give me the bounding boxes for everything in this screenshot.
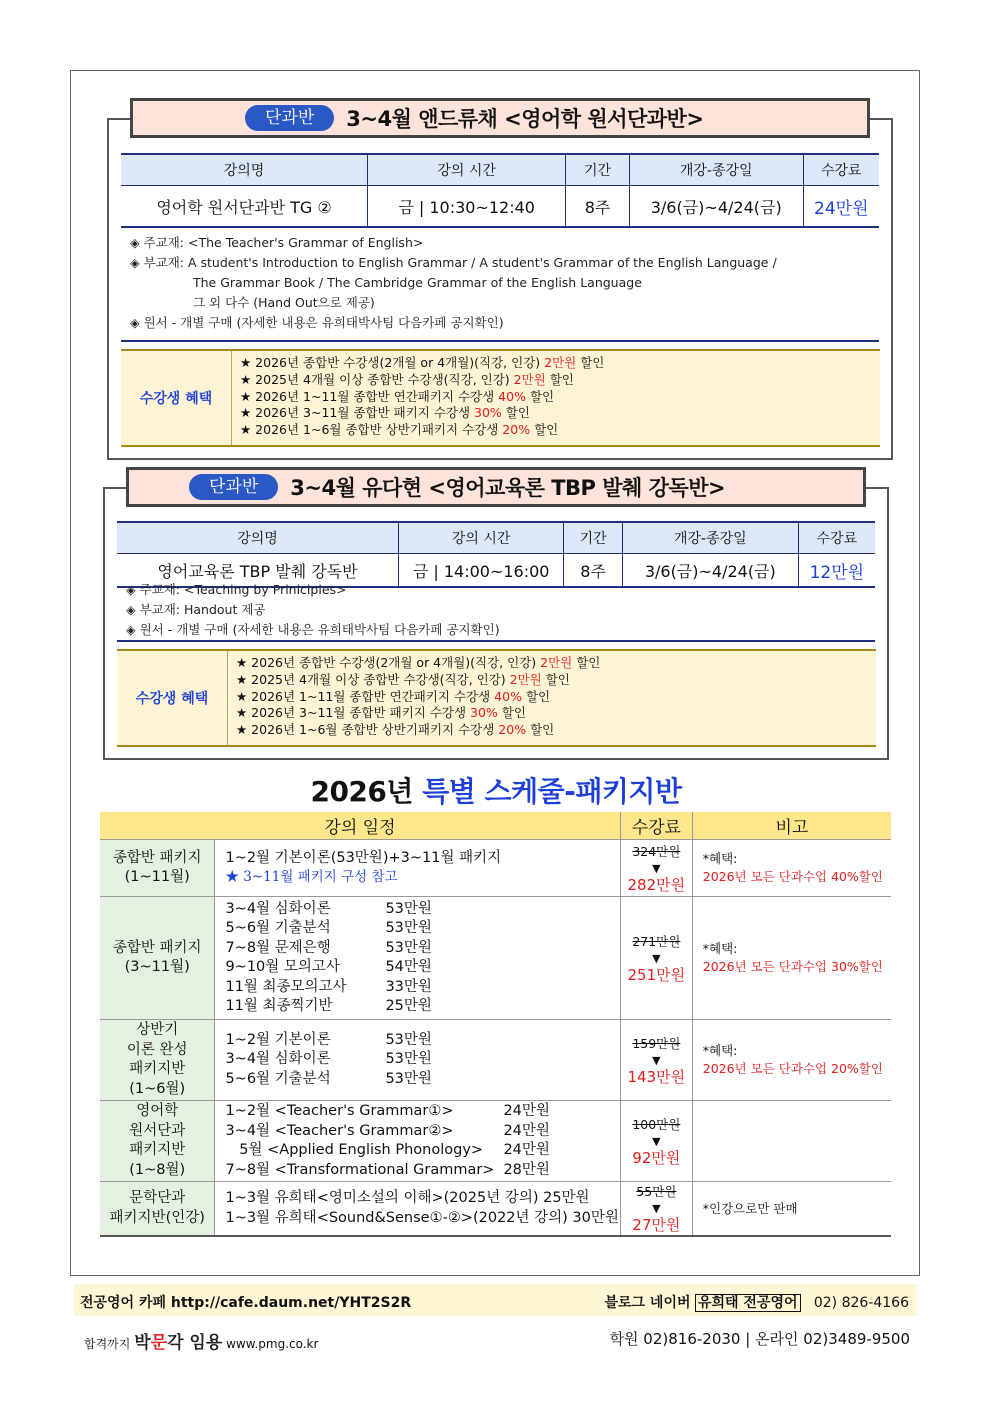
benefit-item: ★ 2025년 4개월 이상 종합반 수강생(직강, 인강) 2만원 할인: [240, 371, 574, 387]
footer-bar: [74, 1284, 917, 1316]
down-arrow-icon: ▼: [652, 1053, 661, 1067]
note-line: ◈ 주교재: <The Teacher's Grammar of English>: [130, 235, 424, 250]
package-reference-link[interactable]: ★ 3~11월 패키지 구성 참고: [225, 869, 398, 885]
package-schedule: [215, 897, 620, 1020]
course-dates: 3/6(금)~4/24(금): [622, 554, 798, 588]
benefit-item: ★ 2025년 4개월 이상 종합반 수강생(직강, 인강) 2만원 할인: [236, 671, 570, 687]
course-time: 금 | 14:00~16:00: [399, 554, 564, 588]
package-note: *혜택: 2026년 모든 단과수업 40%할인: [692, 840, 891, 897]
cafe-link[interactable]: 전공영어 카페 http://cafe.daum.net/YHT2S2R: [80, 1295, 412, 1311]
benefit-item: ★ 2026년 1~6월 종합반 상반기패키지 수강생 20% 할인: [236, 722, 555, 738]
table-row: [100, 840, 891, 897]
package-title-year: 2026년: [310, 775, 423, 808]
col-header: 수강료: [620, 812, 692, 840]
section1-banner: [130, 98, 870, 138]
table-row: [100, 1020, 891, 1101]
blog-link[interactable]: 유희태 전공영어: [695, 1294, 801, 1312]
package-note: [692, 1101, 891, 1182]
benefit-item: ★ 2026년 종합반 수강생(2개월 or 4개월)(직강, 인강) 2만원 할인: [236, 655, 601, 670]
package-name: 문학단과 패키지반(인강): [100, 1182, 215, 1237]
package-schedule: [215, 1020, 620, 1101]
package-name: 영어학 원서단과 패키지반 (1~8월): [100, 1101, 215, 1182]
course-dates: 3/6(금)~4/24(금): [629, 186, 803, 228]
benefit-item: ★ 2026년 1~6월 종합반 상반기패키지 수강생 20% 할인: [240, 422, 559, 438]
schedule-line: 3~4월 심화이론 53만원: [225, 1051, 432, 1068]
package-title-main: 특별 스케줄-패키지반: [422, 775, 682, 808]
note-line: The Grammar Book / The Cambridge Grammar of the English Language: [193, 275, 642, 290]
package-price: 55만원 ▼ 27만원: [620, 1182, 692, 1237]
section1-benefits: [121, 349, 880, 447]
course-fee: 24만원: [803, 186, 879, 228]
package-name: 종합반 패키지 (3~11월): [100, 897, 215, 1020]
divider: [121, 340, 879, 342]
benefit-label: 수강생 혜택: [121, 351, 232, 445]
phone-number: 02) 826-4166: [813, 1295, 909, 1311]
package-table: [100, 812, 891, 1237]
schedule-line: 7~8월 <Transformational Grammar> 28만원: [225, 1161, 550, 1178]
brand-url[interactable]: www.pmg.co.kr: [226, 1337, 319, 1351]
benefit-item: ★ 2026년 1~11월 종합반 연간패키지 수강생 40% 할인: [240, 388, 555, 404]
table-row: [100, 1182, 891, 1237]
course-name: 영어학 원서단과반 TG ②: [121, 186, 368, 228]
schedule-line: 5월 <Applied English Phonology> 24만원: [225, 1142, 550, 1158]
note-line: ◈ 원서 - 개별 구매 (자세한 내용은 유희태박사팀 다음카페 공지확인): [126, 622, 500, 637]
benefit-label: 수강생 혜택: [117, 651, 228, 745]
package-schedule: [215, 840, 620, 897]
section2-notes: [126, 580, 500, 640]
col-header: 수강료: [798, 522, 875, 554]
col-header: 기간: [566, 154, 630, 186]
section2-banner: [126, 467, 866, 507]
section1-notes: [130, 233, 777, 333]
down-arrow-icon: ▼: [652, 1202, 661, 1215]
schedule-line: 5~6월 기출분석 53만원: [225, 920, 432, 936]
down-arrow-icon: ▼: [652, 951, 661, 965]
package-note: *혜택: 2026년 모든 단과수업 30%할인: [692, 897, 891, 1020]
note-line: 그 외 다수 (Hand Out으로 제공): [193, 295, 375, 310]
col-header: 강의명: [117, 522, 399, 554]
schedule-line: 9~10월 모의고사 54만원: [225, 959, 432, 975]
package-price: 159만원 ▼ 143만원: [620, 1020, 692, 1101]
course-fee: 12만원: [798, 554, 875, 588]
contact-phones: 학원 02)816-2030 | 온라인 02)3489-9500: [609, 1330, 910, 1348]
col-header: 개강-종강일: [629, 154, 803, 186]
col-header: 기간: [564, 522, 623, 554]
package-price: 324만원 ▼ 282만원: [620, 840, 692, 897]
package-schedule: [215, 1101, 620, 1182]
package-name: 종합반 패키지 (1~11월): [100, 840, 215, 897]
section1-tag: 단과반: [245, 105, 334, 131]
package-note: *인강으로만 판매: [692, 1182, 891, 1237]
schedule-line: 3~4월 심화이론 53만원: [225, 900, 432, 917]
divider: [117, 640, 875, 642]
course-duration: 8주: [566, 186, 630, 228]
table-row: [100, 897, 891, 1020]
footer-brand: [84, 1326, 910, 1352]
down-arrow-icon: ▼: [652, 861, 661, 875]
table-row: [100, 1101, 891, 1182]
course-time: 금 | 10:30~12:40: [368, 186, 566, 228]
package-name: 상반기 이론 완성 패키지반 (1~6월): [100, 1020, 215, 1101]
col-header: 수강료: [803, 154, 879, 186]
schedule-line: 1~3월 유희태<Sound&Sense①-②>(2022년 강의) 30만원: [225, 1209, 619, 1226]
benefit-item: ★ 2026년 3~11월 종합반 패키지 수강생 30% 할인: [236, 705, 526, 721]
package-schedule: [215, 1182, 620, 1237]
section2-title: 3~4월 유다현 <영어교육론 TBP 발췌 강독반>: [290, 476, 726, 500]
col-header: 강의 일정: [100, 812, 620, 840]
course-name: 영어교육론 TBP 발췌 강독반: [117, 554, 399, 588]
col-header: 개강-종강일: [622, 522, 798, 554]
schedule-line: 11월 최종찍기반 25만원: [225, 998, 432, 1014]
col-header: 강의 시간: [368, 154, 566, 186]
benefit-item: ★ 2026년 1~11월 종합반 연간패키지 수강생 40% 할인: [236, 688, 551, 704]
schedule-line: 7~8월 문제은행 53만원: [225, 939, 432, 956]
course-duration: 8주: [564, 554, 623, 588]
schedule-line: 11월 최종모의고사 33만원: [225, 978, 432, 995]
schedule-line: 1~2월 <Teacher's Grammar①> 24만원: [225, 1103, 550, 1119]
note-line: ◈ 원서 - 개별 구매 (자세한 내용은 유희태박사팀 다음카페 공지확인): [130, 315, 504, 330]
note-line: ◈ 부교재: Handout 제공: [126, 602, 266, 617]
package-note: *혜택: 2026년 모든 단과수업 20%할인: [692, 1020, 891, 1101]
benefit-item: ★ 2026년 3~11월 종합반 패키지 수강생 30% 할인: [240, 405, 530, 421]
package-price: 271만원 ▼ 251만원: [620, 897, 692, 1020]
section1-table: [121, 153, 879, 228]
schedule-line: 1~2월 기본이론 53만원: [225, 1031, 432, 1048]
col-header: 강의 시간: [399, 522, 564, 554]
package-title: [0, 770, 992, 810]
benefit-item: ★ 2026년 종합반 수강생(2개월 or 4개월)(직강, 인강) 2만원 할인: [240, 355, 605, 370]
note-line: ◈ 주교재: <Teaching by Priniciples>: [126, 582, 347, 597]
brand-logo: 합격까지 박문각 임용 www.pmg.co.kr: [84, 1333, 319, 1353]
note-line: ◈ 부교재: A student's Introduction to English Grammar / A student's Grammar of the English Language /: [130, 255, 777, 270]
col-header: 강의명: [121, 154, 368, 186]
section2-benefits: [117, 649, 876, 747]
benefit-list: [232, 351, 604, 445]
section2-tag: 단과반: [189, 474, 278, 500]
schedule-line: 5~6월 기출분석 53만원: [225, 1070, 432, 1087]
section2-table: [117, 521, 875, 588]
benefit-list: [228, 651, 600, 745]
package-price: 100만원 ▼ 92만원: [620, 1101, 692, 1182]
down-arrow-icon: ▼: [652, 1134, 661, 1148]
blog-info: 블로그 네이버 유희태 전공영어 02) 826-4166: [604, 1295, 909, 1311]
schedule-line: 1~3월 유희태<영미소설의 이해>(2025년 강의) 25만원: [225, 1190, 590, 1206]
section1-title: 3~4월 앤드류채 <영어학 원서단과반>: [346, 107, 704, 131]
schedule-line: 3~4월 <Teacher's Grammar②> 24만원: [225, 1122, 550, 1139]
col-header: 비고: [692, 812, 891, 840]
schedule-line: 1~2월 기본이론(53만원)+3~11월 패키지: [225, 849, 502, 866]
